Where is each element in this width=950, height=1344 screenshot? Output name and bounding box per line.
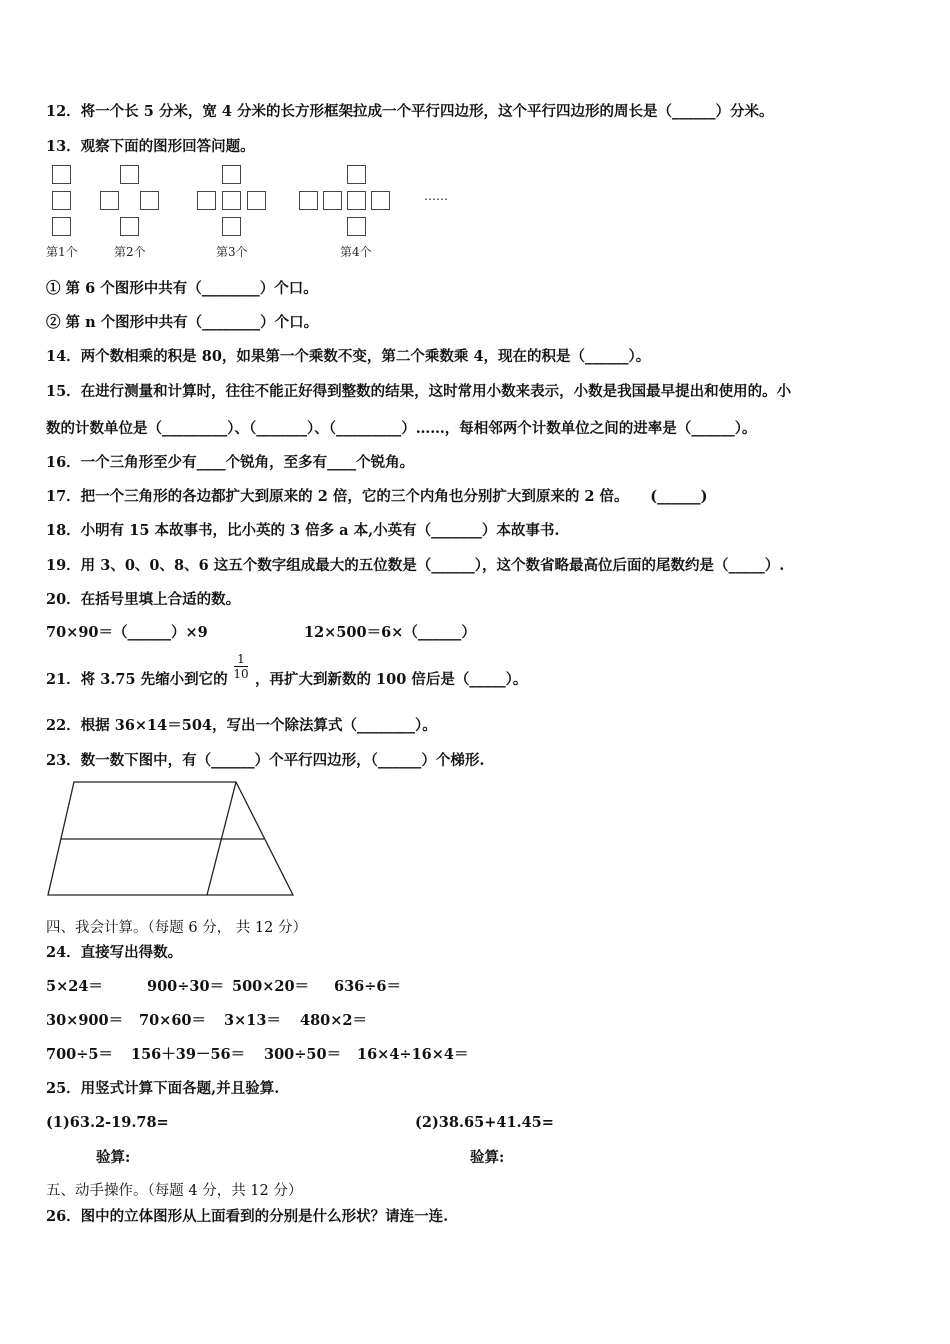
- square-shape: [140, 191, 159, 210]
- question-25-b: (2)38.65+41.45=: [415, 1114, 554, 1131]
- question-16: 16．一个三角形至少有____个锐角，至多有____个锐角。: [46, 454, 415, 471]
- question-19: 19．用 3、0、0、8、6 这五个数字组成最大的五位数是（______），这个数省略最高位后面的尾数约是（_____）.: [46, 557, 785, 574]
- square-shape: [222, 217, 241, 236]
- square-shape: [347, 217, 366, 236]
- fraction-one-tenth: [232, 652, 250, 681]
- question-25: 25．用竖式计算下面各题,并且验算.: [46, 1080, 280, 1097]
- square-shape: [323, 191, 342, 210]
- square-shape: [52, 217, 71, 236]
- square-shape: [197, 191, 216, 210]
- square-shape: [120, 217, 139, 236]
- calc-item: 16×4÷16×4＝: [357, 1046, 469, 1063]
- calc-item: 300÷50＝: [264, 1046, 342, 1063]
- question-18: 18．小明有 15 本故事书，比小英的 3 倍多 a 本,小英有（_______）本故事书.: [46, 522, 560, 539]
- ellipsis: ……: [424, 189, 448, 203]
- fraction-numerator: 1: [237, 652, 245, 666]
- calc-item: 636÷6＝: [334, 978, 402, 995]
- question-13-part-1: ① 第 6 个图形中共有（________）个口。: [46, 280, 318, 297]
- question-23: 23．数一数下图中，有（______）个平行四边形，（______）个梯形.: [46, 752, 485, 769]
- figure-label-2: 第2个: [114, 245, 146, 259]
- calc-item: 900÷30＝: [147, 978, 225, 995]
- square-shape: [52, 165, 71, 184]
- question-20-a: 70×90＝（______）×9: [46, 624, 208, 641]
- calc-item: 30×900＝: [46, 1012, 124, 1029]
- question-26: 26．图中的立体图形从上面看到的分别是什么形状？请连一连.: [46, 1208, 449, 1225]
- calc-item: 700÷5＝: [46, 1046, 114, 1063]
- calc-item: 480×2＝: [300, 1012, 368, 1029]
- question-14: 14．两个数相乘的积是 80，如果第一个乘数不变，第二个乘数乘 4，现在的积是（______）。: [46, 348, 651, 365]
- question-22: 22．根据 36×14＝504，写出一个除法算式（________）。: [46, 717, 437, 734]
- question-25-a: (1)63.2-19.78=: [46, 1114, 169, 1131]
- trapezoid-figure: [46, 780, 296, 900]
- square-shape: [347, 191, 366, 210]
- question-13-part-2: ② 第 n 个图形中共有（________）个口。: [46, 314, 319, 331]
- section-5-heading: 五、动手操作。（每题 4 分，共 12 分）: [46, 1183, 303, 1199]
- square-shape: [371, 191, 390, 210]
- square-shape: [52, 191, 71, 210]
- calc-item: 156＋39－56＝: [131, 1046, 246, 1063]
- question-21-text: 21．将 3.75 先缩小到它的: [46, 671, 228, 688]
- figure-label-1: 第1个: [46, 245, 78, 259]
- square-shape: [247, 191, 266, 210]
- question-12: 12．将一个长 5 分米，宽 4 分米的长方形框架拉成一个平行四边形，这个平行四边形的周长是（______）分米。: [46, 103, 774, 120]
- question-15-line-2: 数的计数单位是（_________）、（_______）、（_________）……，每相邻两个计数单位之间的进率是（______）。: [46, 420, 757, 437]
- square-shape: [347, 165, 366, 184]
- verify-label-b: 验算:: [470, 1149, 505, 1166]
- question-24: 24．直接写出得数。: [46, 944, 183, 961]
- square-shape: [100, 191, 119, 210]
- question-17: 17．把一个三角形的各边都扩大到原来的 2 倍，它的三个内角也分别扩大到原来的 2 倍。 (______): [46, 488, 708, 505]
- pattern-figure: [46, 165, 466, 265]
- square-shape: [120, 165, 139, 184]
- section-4-heading: 四、我会计算。（每题 6 分， 共 12 分）: [46, 920, 307, 936]
- calc-item: 70×60＝: [139, 1012, 207, 1029]
- verify-label-a: 验算:: [96, 1149, 131, 1166]
- question-13: 13．观察下面的图形回答问题。: [46, 138, 255, 155]
- question-20: 20．在括号里填上合适的数。: [46, 591, 241, 608]
- fraction-denominator: 10: [233, 667, 249, 681]
- square-shape: [299, 191, 318, 210]
- question-21-text-end: ，再扩大到新数的 100 倍后是（_____）。: [255, 671, 528, 688]
- calc-item: 3×13＝: [224, 1012, 281, 1029]
- figure-label-4: 第4个: [340, 245, 372, 259]
- calc-item: 5×24＝: [46, 978, 103, 995]
- square-shape: [222, 165, 241, 184]
- question-20-b: 12×500＝6×（______）: [304, 624, 476, 641]
- calc-item: 500×20＝: [232, 978, 310, 995]
- square-shape: [222, 191, 241, 210]
- figure-label-3: 第3个: [216, 245, 248, 259]
- question-15-line-1: 15．在进行测量和计算时，往往不能正好得到整数的结果，这时常用小数来表示，小数是我国最早提出和使用的。小: [46, 383, 792, 400]
